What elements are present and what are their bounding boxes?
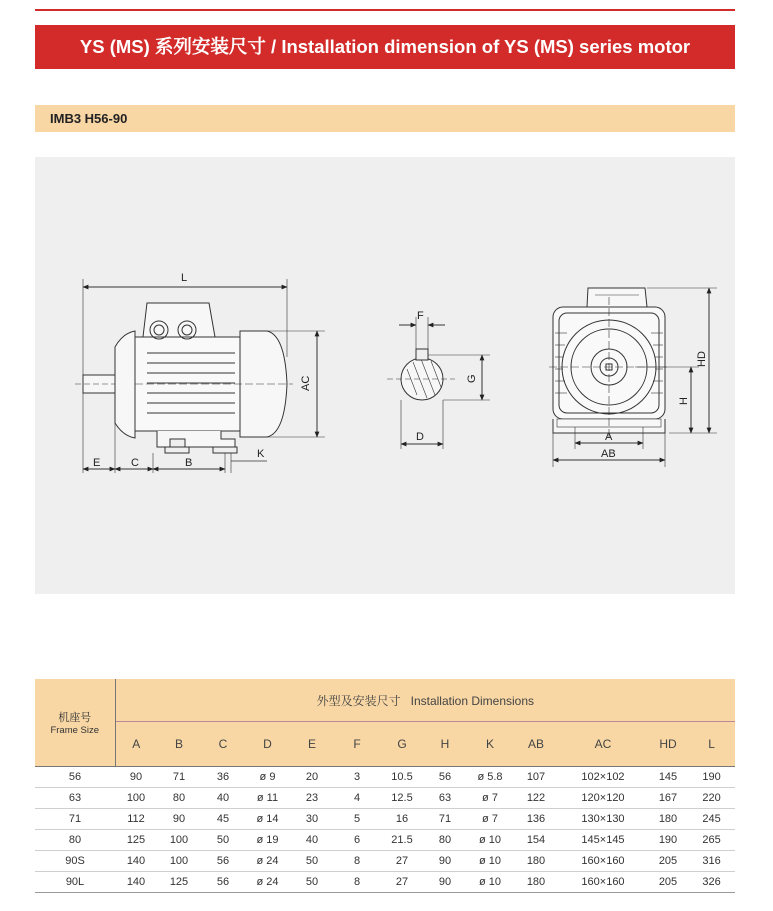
dimension-cell: 90 bbox=[157, 809, 201, 830]
frame-size-header-en: Frame Size bbox=[50, 725, 100, 736]
dimension-cell: 205 bbox=[648, 851, 688, 872]
column-header: AC bbox=[558, 722, 648, 767]
dimension-cell: 80 bbox=[424, 830, 466, 851]
dimension-cell: 40 bbox=[290, 830, 334, 851]
table-row bbox=[35, 872, 735, 893]
label-G: G bbox=[466, 374, 478, 383]
column-header: HD bbox=[648, 722, 688, 767]
dimension-cell: 130×130 bbox=[558, 809, 648, 830]
dimension-cell: 23 bbox=[290, 788, 334, 809]
dimension-cell: 102×102 bbox=[558, 767, 648, 788]
page-title: YS (MS) 系列安装尺寸 / Installation dimension of YS (MS) series motor bbox=[35, 25, 735, 69]
dimension-cell: 80 bbox=[157, 788, 201, 809]
table-row bbox=[35, 788, 735, 809]
table-row bbox=[35, 830, 735, 851]
label-A: A bbox=[605, 431, 613, 443]
dimension-cell: ø 24 bbox=[245, 851, 290, 872]
dimension-cell: 63 bbox=[424, 788, 466, 809]
dimension-cell: ø 24 bbox=[245, 872, 290, 893]
dimension-cell: 90 bbox=[424, 851, 466, 872]
dimension-cell: 180 bbox=[648, 809, 688, 830]
dimension-cell: 154 bbox=[514, 830, 558, 851]
frame-size-cell: 71 bbox=[35, 809, 115, 830]
dimension-cell: 100 bbox=[157, 851, 201, 872]
label-F: F bbox=[417, 310, 424, 322]
frame-size-cell: 80 bbox=[35, 830, 115, 851]
dimension-cell: 4 bbox=[334, 788, 380, 809]
label-K: K bbox=[257, 448, 265, 460]
dimension-cell: 56 bbox=[201, 851, 245, 872]
dimension-cell: 326 bbox=[688, 872, 735, 893]
label-C: C bbox=[131, 457, 139, 469]
column-header: B bbox=[157, 722, 201, 767]
dimension-drawing bbox=[35, 157, 735, 594]
dimension-cell: ø 9 bbox=[245, 767, 290, 788]
top-rule bbox=[35, 9, 735, 11]
label-H: H bbox=[678, 397, 690, 405]
dimension-cell: 160×160 bbox=[558, 851, 648, 872]
dimension-cell: 16 bbox=[380, 809, 424, 830]
dimension-cell: 27 bbox=[380, 851, 424, 872]
dimension-cell: 100 bbox=[115, 788, 157, 809]
dimension-cell: 27 bbox=[380, 872, 424, 893]
dimension-cell: 21.5 bbox=[380, 830, 424, 851]
label-HD: HD bbox=[696, 351, 708, 367]
dimension-cell: 245 bbox=[688, 809, 735, 830]
dimension-cell: 180 bbox=[514, 872, 558, 893]
dimension-cell: 20 bbox=[290, 767, 334, 788]
dimension-cell: 190 bbox=[688, 767, 735, 788]
column-header: K bbox=[466, 722, 514, 767]
dimension-cell: ø 5.8 bbox=[466, 767, 514, 788]
dimension-cell: 136 bbox=[514, 809, 558, 830]
dimension-cell: 120×120 bbox=[558, 788, 648, 809]
dimension-cell: 180 bbox=[514, 851, 558, 872]
dimension-cell: 50 bbox=[290, 851, 334, 872]
dimension-cell: 56 bbox=[201, 872, 245, 893]
dimension-cell: 36 bbox=[201, 767, 245, 788]
frame-size-header bbox=[35, 679, 115, 767]
column-header-row bbox=[35, 722, 735, 767]
table-row bbox=[35, 767, 735, 788]
label-E: E bbox=[93, 457, 101, 469]
dimension-cell: 107 bbox=[514, 767, 558, 788]
dimension-cell: 145×145 bbox=[558, 830, 648, 851]
dimension-cell: ø 19 bbox=[245, 830, 290, 851]
dimension-table-body bbox=[35, 767, 735, 893]
dimension-cell: 71 bbox=[424, 809, 466, 830]
dimension-cell: ø 10 bbox=[466, 872, 514, 893]
dimension-cell: 205 bbox=[648, 872, 688, 893]
column-header: F bbox=[334, 722, 380, 767]
table-row bbox=[35, 851, 735, 872]
mounting-subtitle bbox=[35, 105, 735, 132]
dimension-cell: 8 bbox=[334, 872, 380, 893]
dimension-cell: 190 bbox=[648, 830, 688, 851]
dimension-cell: 56 bbox=[424, 767, 466, 788]
dimensions-group-header-en: Installation Dimensions bbox=[410, 693, 535, 708]
column-header: E bbox=[290, 722, 334, 767]
dimension-cell: ø 11 bbox=[245, 788, 290, 809]
dimensions-group-header bbox=[115, 679, 735, 722]
dimension-cell: 100 bbox=[157, 830, 201, 851]
frame-size-cell: 56 bbox=[35, 767, 115, 788]
column-header: H bbox=[424, 722, 466, 767]
column-header: C bbox=[201, 722, 245, 767]
label-AB: AB bbox=[601, 448, 616, 460]
dimension-cell: 90 bbox=[115, 767, 157, 788]
dimension-cell: ø 10 bbox=[466, 830, 514, 851]
dimension-cell: ø 7 bbox=[466, 809, 514, 830]
dimension-cell: 90 bbox=[424, 872, 466, 893]
dimension-cell: 125 bbox=[115, 830, 157, 851]
shaft-section bbox=[387, 349, 455, 400]
mounting-subtitle-text: IMB3 H56-90 bbox=[50, 111, 128, 126]
dimension-cell: 6 bbox=[334, 830, 380, 851]
dimension-cell: 71 bbox=[157, 767, 201, 788]
dimension-cell: 30 bbox=[290, 809, 334, 830]
dimension-cell: 5 bbox=[334, 809, 380, 830]
dimensions-group-header-cn: 外型及安装尺寸 bbox=[316, 693, 401, 708]
front-view bbox=[549, 288, 669, 439]
frame-size-cell: 90S bbox=[35, 851, 115, 872]
column-header: G bbox=[380, 722, 424, 767]
dimension-cell: 140 bbox=[115, 872, 157, 893]
frame-size-cell: 90L bbox=[35, 872, 115, 893]
dimension-cell: 265 bbox=[688, 830, 735, 851]
column-header: AB bbox=[514, 722, 558, 767]
label-AC: AC bbox=[300, 375, 312, 391]
dimension-cell: 50 bbox=[290, 872, 334, 893]
dimension-cell: ø 14 bbox=[245, 809, 290, 830]
label-B: B bbox=[185, 457, 193, 469]
dimension-cell: 125 bbox=[157, 872, 201, 893]
dimension-cell: ø 10 bbox=[466, 851, 514, 872]
dimension-cell: 160×160 bbox=[558, 872, 648, 893]
dimension-cell: 167 bbox=[648, 788, 688, 809]
label-L: L bbox=[181, 272, 188, 284]
column-header: D bbox=[245, 722, 290, 767]
frame-size-header-cn: 机座号 bbox=[58, 712, 92, 724]
dimension-cell: ø 7 bbox=[466, 788, 514, 809]
dimension-cell: 12.5 bbox=[380, 788, 424, 809]
column-header: A bbox=[115, 722, 157, 767]
label-D: D bbox=[416, 431, 424, 443]
dimension-cell: 3 bbox=[334, 767, 380, 788]
frame-size-cell: 63 bbox=[35, 788, 115, 809]
dimension-cell: 122 bbox=[514, 788, 558, 809]
dimension-cell: 316 bbox=[688, 851, 735, 872]
dimension-drawing-panel bbox=[35, 157, 735, 594]
dimension-cell: 10.5 bbox=[380, 767, 424, 788]
table-row bbox=[35, 809, 735, 830]
dimension-cell: 140 bbox=[115, 851, 157, 872]
dimension-cell: 145 bbox=[648, 767, 688, 788]
dimension-cell: 8 bbox=[334, 851, 380, 872]
dimension-cell: 40 bbox=[201, 788, 245, 809]
dimension-cell: 50 bbox=[201, 830, 245, 851]
dimension-cell: 45 bbox=[201, 809, 245, 830]
dimension-table bbox=[35, 679, 735, 893]
dimension-cell: 220 bbox=[688, 788, 735, 809]
column-header: L bbox=[688, 722, 735, 767]
dimension-cell: 112 bbox=[115, 809, 157, 830]
side-view bbox=[75, 303, 293, 453]
